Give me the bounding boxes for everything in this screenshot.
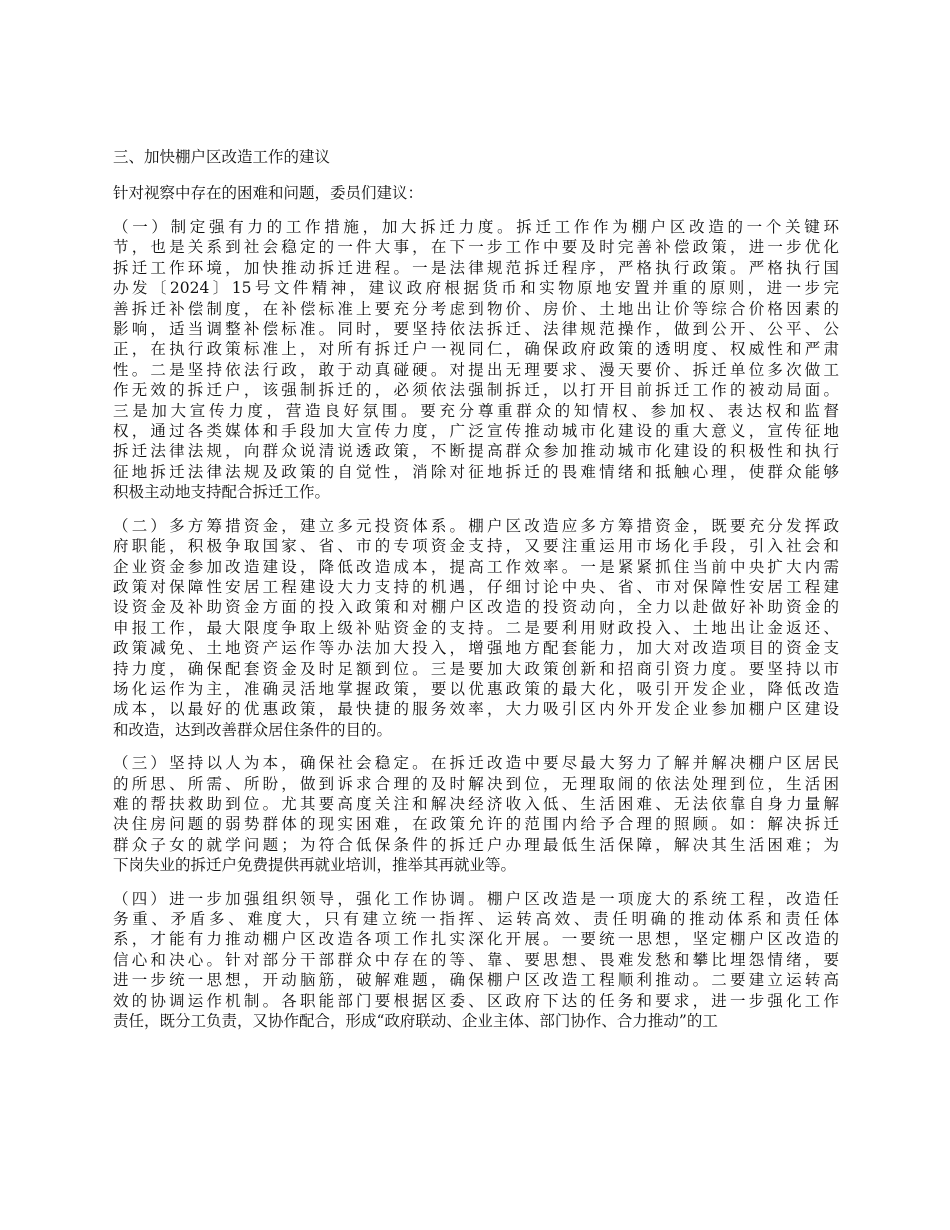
- text-line: 系，才能有力推动棚户区改造各项工作扎实深化开展。一要统一思想，坚定棚户区改造的: [113, 930, 839, 949]
- text-line: 进一步统一思想，开动脑筋，破解难题，确保棚户区改造工程顺利推动。二要建立运转高: [113, 971, 839, 990]
- text-line: 善拆迁补偿制度，在补偿标准上要充分考虑到物价、房价、土地出让价等综合价格因素的: [113, 299, 839, 318]
- text-line: 政策减免、土地资产运作等办法加大投入，增强地方配套能力，加大对改造项目的资金支: [113, 639, 839, 658]
- text-line: （一）制定强有力的工作措施，加大拆迁力度。拆迁工作作为棚户区改造的一个关键环: [113, 218, 839, 236]
- section-heading: 三、加快棚户区改造工作的建议: [113, 148, 331, 166]
- paragraph-list: [113, 217, 839, 1031]
- text-line: 成本，以最好的优惠政策，最快捷的服务效率，大力吸引区内外开发企业参加棚户区建设: [113, 700, 839, 719]
- text-line: （三）坚持以人为本，确保社会稳定。在拆迁改造中要尽最大努力了解并解决棚户区居民: [113, 754, 839, 773]
- text-line: 性。二是坚持依法行政，敢于动真碰硬。对提出无理要求、漫天要价、拆迁单位多次做工: [113, 360, 839, 379]
- text-line: 政策对保障性安居工程建设大力支持的机遇，仔细讨论中央、省、市对保障性安居工程建: [113, 577, 839, 596]
- paragraph: [113, 516, 839, 740]
- text-line: 效的协调运作机制。各职能部门要根据区委、区政府下达的任务和要求，进一步强化工作: [113, 991, 839, 1010]
- text-line: 责任，既分工负责，又协作配合，形成“政府联动、企业主体、部门协作、合力推动”的工: [113, 1012, 718, 1031]
- text-line: 积极主动地支持配合拆迁工作。: [113, 483, 331, 502]
- text-line: 的所思、所需、所盼，做到诉求合理的及时解决到位，无理取闹的依法处理到位，生活困: [113, 774, 839, 793]
- text-line: 三是加大宣传力度，营造良好氛围。要充分尊重群众的知情权、参加权、表达权和监督: [113, 401, 839, 420]
- text-line: 正，在执行政策标准上，对所有拆迁户一视同仁，确保政府政策的透明度、权威性和严肃: [113, 340, 839, 359]
- paragraph: [113, 753, 839, 875]
- text-line: 和改造，达到改善群众居住条件的目的。: [113, 720, 393, 739]
- text-line: （二）多方筹措资金，建立多元投资体系。棚户区改造应多方筹措资金，既要充分发挥政: [113, 516, 839, 535]
- text-line: （四）进一步加强组织领导，强化工作协调。棚户区改造是一项庞大的系统工程，改造任: [113, 889, 839, 908]
- text-line: 务重、矛盾多、难度大，只有建立统一指挥、运转高效、责任明确的推动体系和责任体: [113, 910, 839, 928]
- intro-text: 针对视察中存在的困难和问题，委员们建议：: [113, 184, 424, 202]
- text-line: 作无效的拆迁户，该强制拆迁的，必须依法强制拆迁，以打开目前拆迁工作的被动局面。: [113, 381, 839, 400]
- text-line: 企业资金参加改造建设，降低改造成本，提高工作效率。一是紧紧抓住当前中央扩大内需: [113, 557, 839, 576]
- text-line: 场化运作为主，准确灵活地掌握政策，要以优惠政策的最大化，吸引开发企业，降低改造: [113, 679, 839, 698]
- text-line: 拆迁法律法规，向群众说清说透政策，不断提高群众参加推动城市化建设的积极性和执行: [113, 442, 839, 461]
- document-page: [113, 146, 839, 1044]
- text-line: 持力度，确保配套资金及时足额到位。三是要加大政策创新和招商引资力度。要坚持以市: [113, 659, 839, 678]
- text-line: 申报工作，最大限度争取上级补贴资金的支持。二是要利用财政投入、土地出让金返还、: [113, 618, 839, 637]
- paragraph: [113, 889, 839, 1032]
- text-line: 办发〔2024〕15号文件精神，建议政府根据货币和实物原地安置并重的原则，进一步完: [113, 279, 839, 298]
- paragraph: [113, 217, 839, 503]
- text-line: 决住房问题的弱势群体的现实困难，在政策允许的范围内给予合理的照顾。如：解决拆迁: [113, 815, 839, 834]
- text-line: 府职能，积极争取国家、省、市的专项资金支持，又要注重运用市场化手段，引入社会和: [113, 537, 839, 556]
- text-line: 难的帮扶救助到位。尤其要高度关注和解决经济收入低、生活困难、无法依靠自身力量解: [113, 794, 839, 813]
- text-line: 设资金及补助资金方面的投入政策和对棚户区改造的投资动向，全力以赴做好补助资金的: [113, 598, 839, 617]
- text-line: 影响，适当调整补偿标准。同时，要坚持依法拆迁、法律规范操作，做到公开、公平、公: [113, 320, 839, 339]
- text-line: 信心和决心。针对部分干部群众中存在的等、靠、要思想、畏难发愁和攀比埋怨情绪，要: [113, 950, 839, 969]
- text-line: 群众子女的就学问题；为符合低保条件的拆迁户办理最低生活保障，解决其生活困难；为: [113, 835, 839, 854]
- text-line: 权，通过各类媒体和手段加大宣传力度，广泛宣传推动城市化建设的重大意义，宣传征地: [113, 422, 839, 441]
- text-line: 拆迁工作环境，加快推动拆迁进程。一是法律规范拆迁程序，严格执行政策。严格执行国: [113, 258, 839, 277]
- text-line: 征地拆迁法律法规及政策的自觉性，消除对征地拆迁的畏难情绪和抵触心理，使群众能够: [113, 462, 839, 481]
- text-line: 下岗失业的拆迁户免费提供再就业培训，推举其再就业等。: [113, 856, 517, 875]
- text-line: 节，也是关系到社会稳定的一件大事，在下一步工作中要及时完善补偿政策，进一步优化: [113, 238, 839, 257]
